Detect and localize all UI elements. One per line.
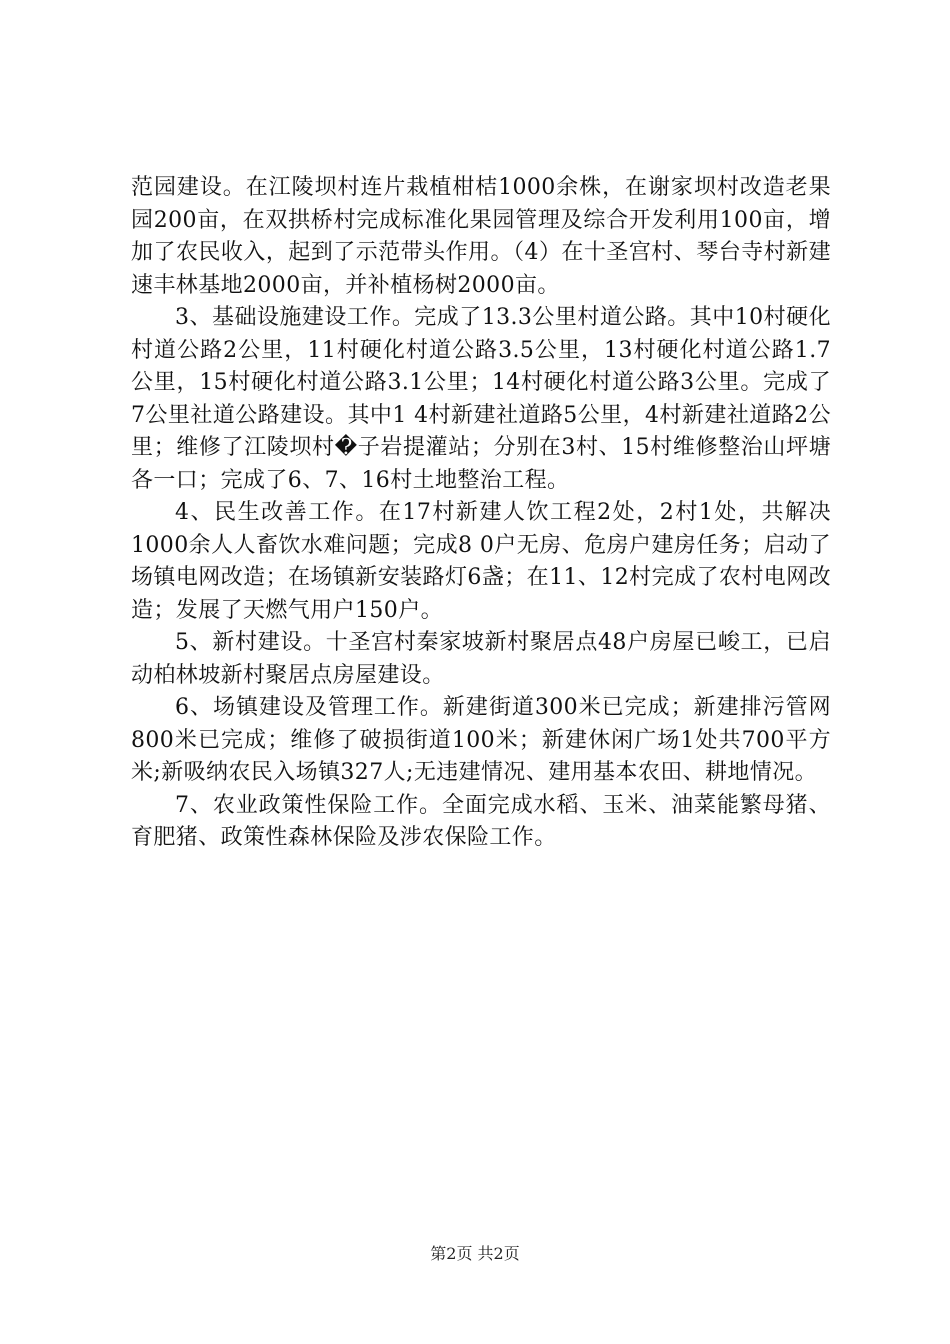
paragraph-infrastructure: 3、基础设施建设工作。完成了13.3公里村道公路。其中10村硬化村道公路2公里，11村硬化村道公路3.5公里，13村硬化村道公路1.7公里，15村硬化村道公路3.1公里；14村硬化村道公路3公里。完成了7公里社道公路建设。其中1 4村新建社道路5公里，4村新建社道路2公里；维修了江陵坝村�子岩提灌站；分别在3村、15村维修整治山坪塘各一口；完成了6、7、16村土地整治工程。 — [131, 305, 831, 493]
document-body — [131, 172, 831, 855]
paragraph-new-village: 5、新村建设。十圣宫村秦家坡新村聚居点48户房屋已峻工，已启动柏林坡新村聚居点房屋建设。 — [131, 630, 831, 688]
paragraph-livelihood: 4、民生改善工作。在17村新建人饮工程2处，2村1处，共解决1000余人人畜饮水难问题；完成8 0户无房、危房户建房任务；启动了场镇电网改造；在场镇新安装路灯6盏；在11、12村完成了农村电网改造；发展了天燃气用户150户。 — [131, 500, 831, 623]
paragraph-orchard-continuation: 范园建设。在江陵坝村连片栽植柑桔1000余株，在谢家坝村改造老果园200亩，在双拱桥村完成标准化果园管理及综合开发利用100亩，增加了农民收入，起到了示范带头作用。（4）在十圣宫村、琴台寺村新建速丰林基地2000亩，并补植杨树2000亩。 — [131, 175, 831, 298]
paragraph-town-construction: 6、场镇建设及管理工作。新建街道300米已完成；新建排污管网800米已完成；维修了破损街道100米；新建休闲广场1处共700平方米;新吸纳农民入场镇327人;无违建情况、建用基本农田、耕地情况。 — [131, 695, 831, 785]
page-number-footer: 第2页 共2页 — [430, 1244, 520, 1263]
paragraph-agri-insurance: 7、农业政策性保险工作。全面完成水稻、玉米、油菜能繁母猪、育肥猪、政策性森林保险及涉农保险工作。 — [131, 792, 831, 850]
